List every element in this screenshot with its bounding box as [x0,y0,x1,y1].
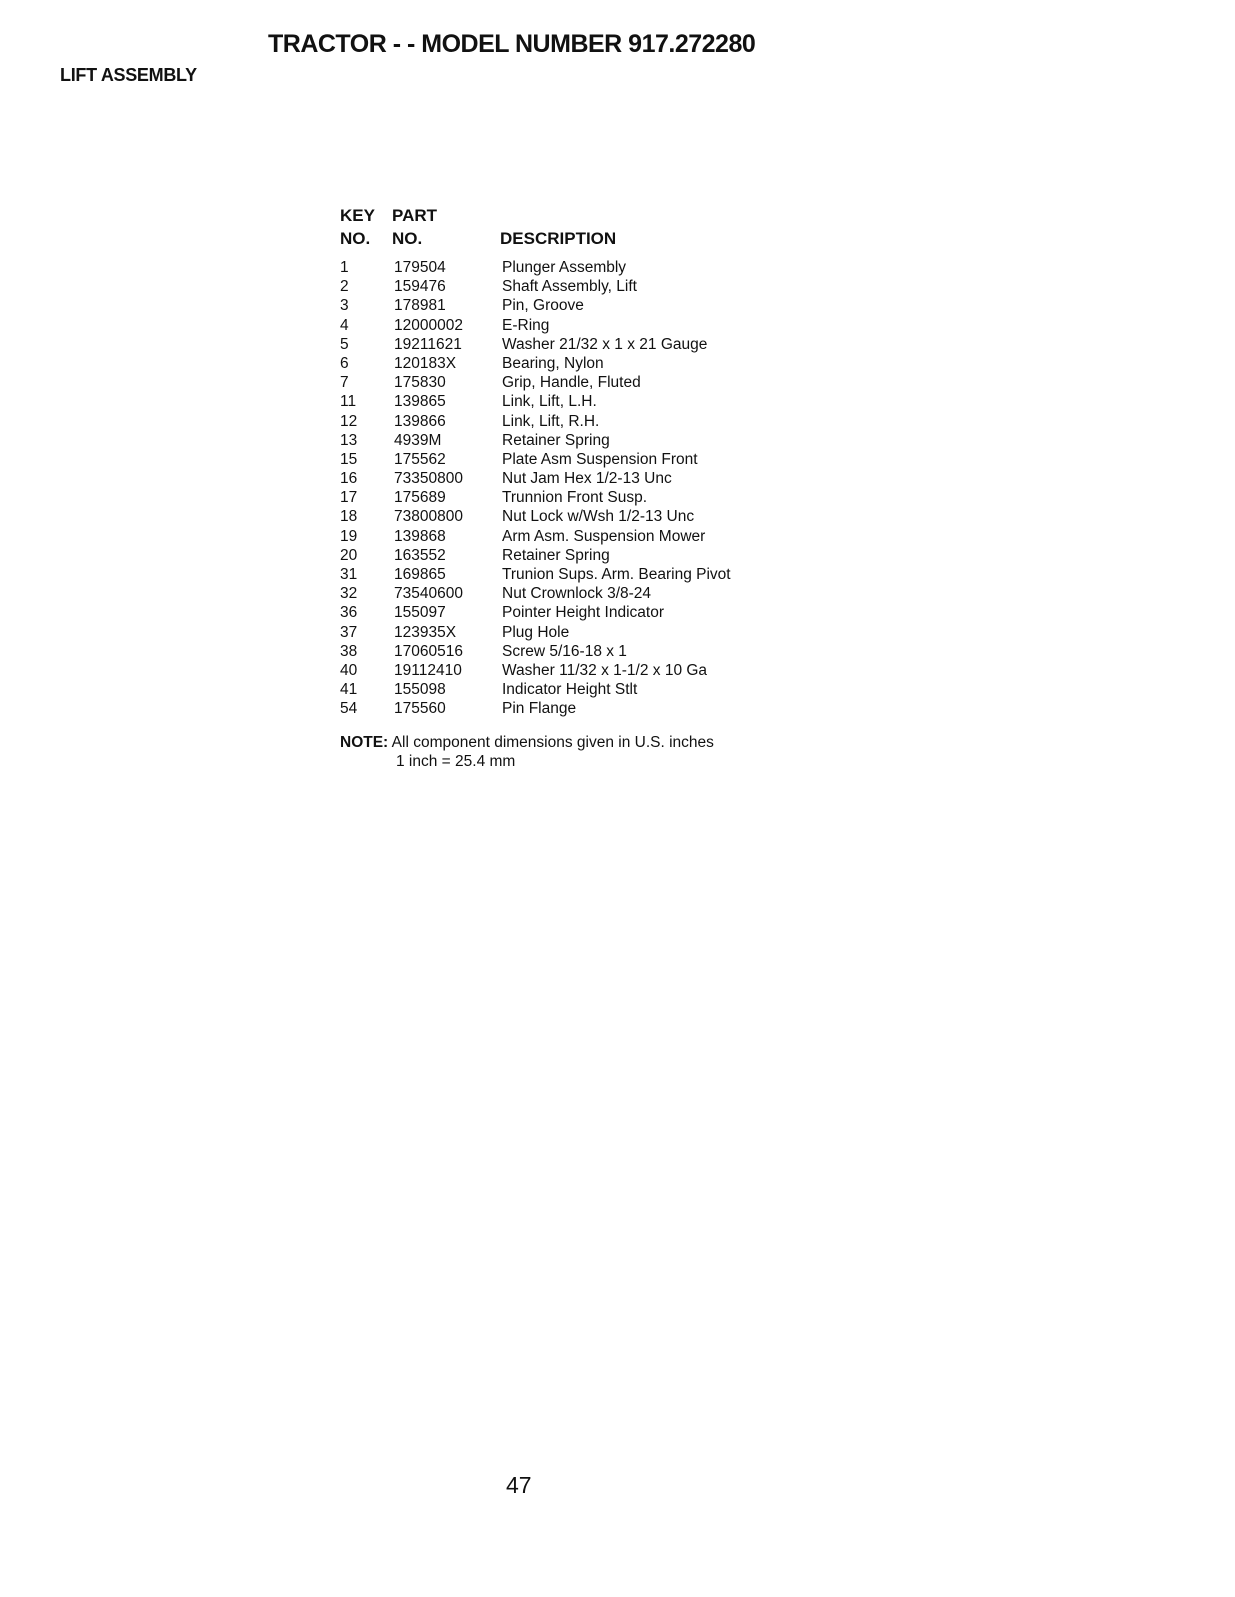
table-row [340,469,790,488]
note [340,733,714,771]
row-description: Retainer Spring [502,546,610,564]
row-key-no: 20 [340,546,358,564]
row-part-no: 73800800 [394,508,463,526]
table-row [340,699,790,718]
note-line1 [340,733,714,752]
row-key-no: 38 [340,642,358,660]
row-part-no: 163552 [394,546,446,564]
table-row [340,258,790,277]
row-description: Plate Asm Suspension Front [502,450,698,468]
table-row [340,642,790,661]
table-row [340,623,790,642]
row-part-no: 139868 [394,527,446,545]
row-description: Trunion Sups. Arm. Bearing Pivot [502,566,731,583]
table-row [340,603,790,622]
row-key-no: 19 [340,527,358,545]
table-row [340,450,790,469]
table-row [340,431,790,450]
table-row [340,392,790,411]
header-part-line2: NO. [392,229,423,248]
parts-table [340,206,790,719]
note-text: All component dimensions given in U.S. inches [391,734,714,751]
row-part-no: 159476 [394,278,446,296]
row-description: Pin Flange [502,700,577,718]
table-body [340,258,790,719]
header-key-line1: KEY [340,206,375,225]
row-key-no: 3 [340,297,349,315]
row-part-no: 169865 [394,566,446,583]
page-number: 47 [506,1472,532,1498]
row-part-no: 178981 [394,297,446,315]
table-row [340,680,790,699]
row-part-no: 123935X [394,623,457,641]
row-description: Nut Jam Hex 1/2-13 Unc [502,470,672,488]
table-row [340,507,790,526]
row-key-no: 5 [340,335,349,353]
row-key-no: 11 [340,393,357,411]
row-description: E-Ring [502,316,550,334]
header-description: DESCRIPTION [500,229,617,248]
row-part-no: 175562 [394,450,446,468]
table-row [340,316,790,335]
row-part-no: 19112410 [394,661,462,679]
row-description: Trunnion Front Susp. [502,489,648,507]
table-row [340,412,790,431]
row-description: Washer 11/32 x 1-1/2 x 10 Ga [502,661,708,679]
row-part-no: 179504 [394,259,446,276]
row-description: Plunger Assembly [502,259,627,276]
table-row [340,373,790,392]
row-key-no: 7 [340,374,349,392]
row-key-no: 32 [340,585,358,603]
row-key-no: 4 [340,316,349,334]
table-row [340,488,790,507]
row-description: Indicator Height Stlt [502,681,638,699]
note-label: NOTE: [340,734,389,751]
row-description: Pointer Height Indicator [502,604,664,622]
row-key-no: 36 [340,604,358,622]
table-row [340,354,790,373]
row-key-no: 17 [340,489,358,507]
row-description: Grip, Handle, Fluted [502,374,641,392]
row-description: Link, Lift, R.H. [502,412,600,430]
row-part-no: 175560 [394,700,446,718]
note-line2: 1 inch = 25.4 mm [396,753,516,770]
table-row [340,527,790,546]
row-description: Nut Crownlock 3/8-24 [502,585,652,603]
row-key-no: 13 [340,431,358,449]
row-part-no: 17060516 [394,642,463,660]
row-description: Link, Lift, L.H. [502,393,597,411]
row-part-no: 12000002 [394,316,463,334]
row-description: Washer 21/32 x 1 x 21 Gauge [502,335,708,353]
row-description: Nut Lock w/Wsh 1/2-13 Unc [502,508,695,526]
row-key-no: 41 [340,681,358,699]
row-part-no: 120183X [394,354,457,372]
table-header [340,206,790,258]
page-title: TRACTOR - - MODEL NUMBER 917.272280 [268,30,756,58]
row-key-no: 2 [340,278,349,296]
row-part-no: 175689 [394,489,446,507]
row-description: Arm Asm. Suspension Mower [502,527,706,545]
row-description: Bearing, Nylon [502,354,604,372]
row-part-no: 155097 [394,604,446,622]
row-key-no: 37 [340,623,358,641]
table-row [340,565,790,584]
row-key-no: 54 [340,700,358,718]
row-part-no: 139866 [394,412,446,430]
row-part-no: 73540600 [394,585,463,603]
row-key-no: 18 [340,508,358,526]
row-part-no: 139865 [394,393,446,411]
row-part-no: 73350800 [394,470,463,488]
row-key-no: 31 [340,566,358,583]
row-part-no: 155098 [394,681,446,699]
row-key-no: 6 [340,354,349,372]
row-part-no: 19211621 [394,335,462,353]
row-description: Screw 5/16-18 x 1 [502,642,627,660]
table-row [340,584,790,603]
row-description: Pin, Groove [502,297,584,315]
row-description: Shaft Assembly, Lift [502,278,637,296]
header-part-line1: PART [392,206,438,225]
section-title: LIFT ASSEMBLY [60,65,197,85]
row-key-no: 1 [340,259,349,276]
row-key-no: 16 [340,470,358,488]
table-row [340,277,790,296]
table-row [340,661,790,680]
table-row [340,296,790,315]
row-part-no: 4939M [394,431,442,449]
row-key-no: 12 [340,412,358,430]
row-key-no: 15 [340,450,358,468]
row-part-no: 175830 [394,374,446,392]
table-row [340,335,790,354]
table-row [340,546,790,565]
header-key-line2: NO. [340,229,371,248]
row-description: Retainer Spring [502,431,610,449]
row-key-no: 40 [340,661,358,679]
row-description: Plug Hole [502,623,570,641]
